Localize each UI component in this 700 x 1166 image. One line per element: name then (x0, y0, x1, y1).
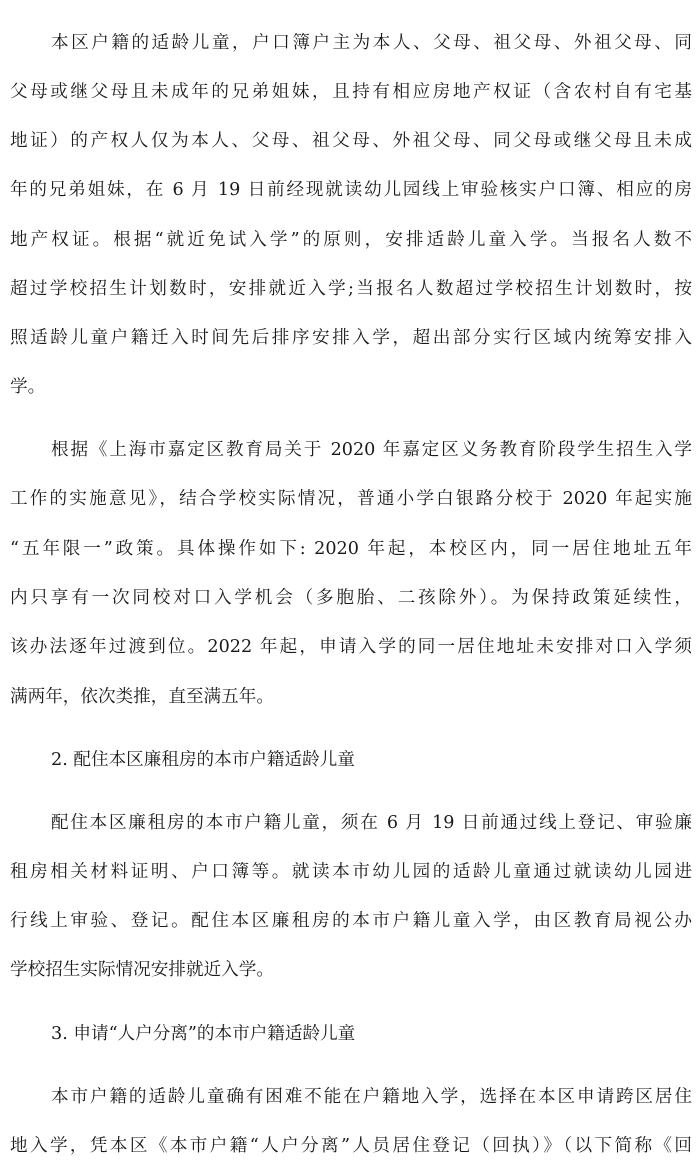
paragraph-line: 学校招生实际情况安排就近入学。 (10, 960, 274, 980)
paragraph-line: 本市户籍的适龄儿童确有困难不能在户籍地入学，选择在本区申请跨区居住 (51, 1087, 692, 1107)
paragraph-line: 满两年，依次类推，直至满五年。 (10, 687, 274, 707)
paragraph-line: 该办法逐年过渡到位。2022 年起，申请入学的同一居住地址未安排对口入学须 (10, 637, 692, 657)
paragraph-line: 年的兄弟姐妹，在 6 月 19 日前经现就读幼儿园线上审验核实户口簿、相应的房 (10, 180, 692, 200)
section-heading: 2. 配住本区廉租房的本市户籍适龄儿童 (51, 750, 355, 770)
paragraph-line: 照适龄儿童户籍迁入时间先后排序安排入学，超出部分实行区域内统筹安排入 (10, 328, 692, 348)
paragraph-line: 学。 (10, 377, 46, 397)
paragraph-line: 行线上审验、登记。配住本区廉租房的本市户籍儿童入学，由区教育局视公办 (10, 911, 692, 931)
paragraph-line: 工作的实施意见》，结合学校实际情况，普通小学白银路分校于 2020 年起实施 (10, 489, 692, 509)
paragraph-line: 内只享有一次同校对口入学机会（多胞胎、二孩除外）。为保持政策延续性， (10, 588, 692, 608)
section-heading: 3. 申请“人户分离”的本市户籍适龄儿童 (51, 1024, 356, 1044)
paragraph-line: 根据《上海市嘉定区教育局关于 2020 年嘉定区义务教育阶段学生招生入学 (51, 440, 692, 460)
paragraph-line: 本区户籍的适龄儿童，户口簿户主为本人、父母、祖父母、外祖父母、同 (51, 33, 692, 53)
paragraph-line: 地证）的产权人仅为本人、父母、祖父母、外祖父母、同父母或继父母且未成 (10, 131, 692, 151)
paragraph-line: 地入学，凭本区《本市户籍“人户分离”人员居住登记（回执）》（以下简称《回 (10, 1136, 692, 1156)
paragraph-line: 父母或继父母且未成年的兄弟姐妹，且持有相应房地产权证（含农村自有宅基 (10, 82, 692, 102)
paragraph-line: 配住本区廉租房的本市户籍儿童，须在 6 月 19 日前通过线上登记、审验廉 (51, 813, 692, 833)
paragraph-line: 超过学校招生计划数时，安排就近入学;当报名人数超过学校招生计划数时，按 (10, 279, 692, 299)
paragraph-line: 租房相关材料证明、户口簿等。就读本市幼儿园的适龄儿童通过就读幼儿园进 (10, 862, 692, 882)
paragraph-line: “五年限一”政策。具体操作如下: 2020 年起，本校区内，同一居住地址五年 (10, 539, 692, 559)
paragraph-line: 地产权证。根据“就近免试入学”的原则，安排适龄儿童入学。当报名人数不 (10, 230, 692, 250)
